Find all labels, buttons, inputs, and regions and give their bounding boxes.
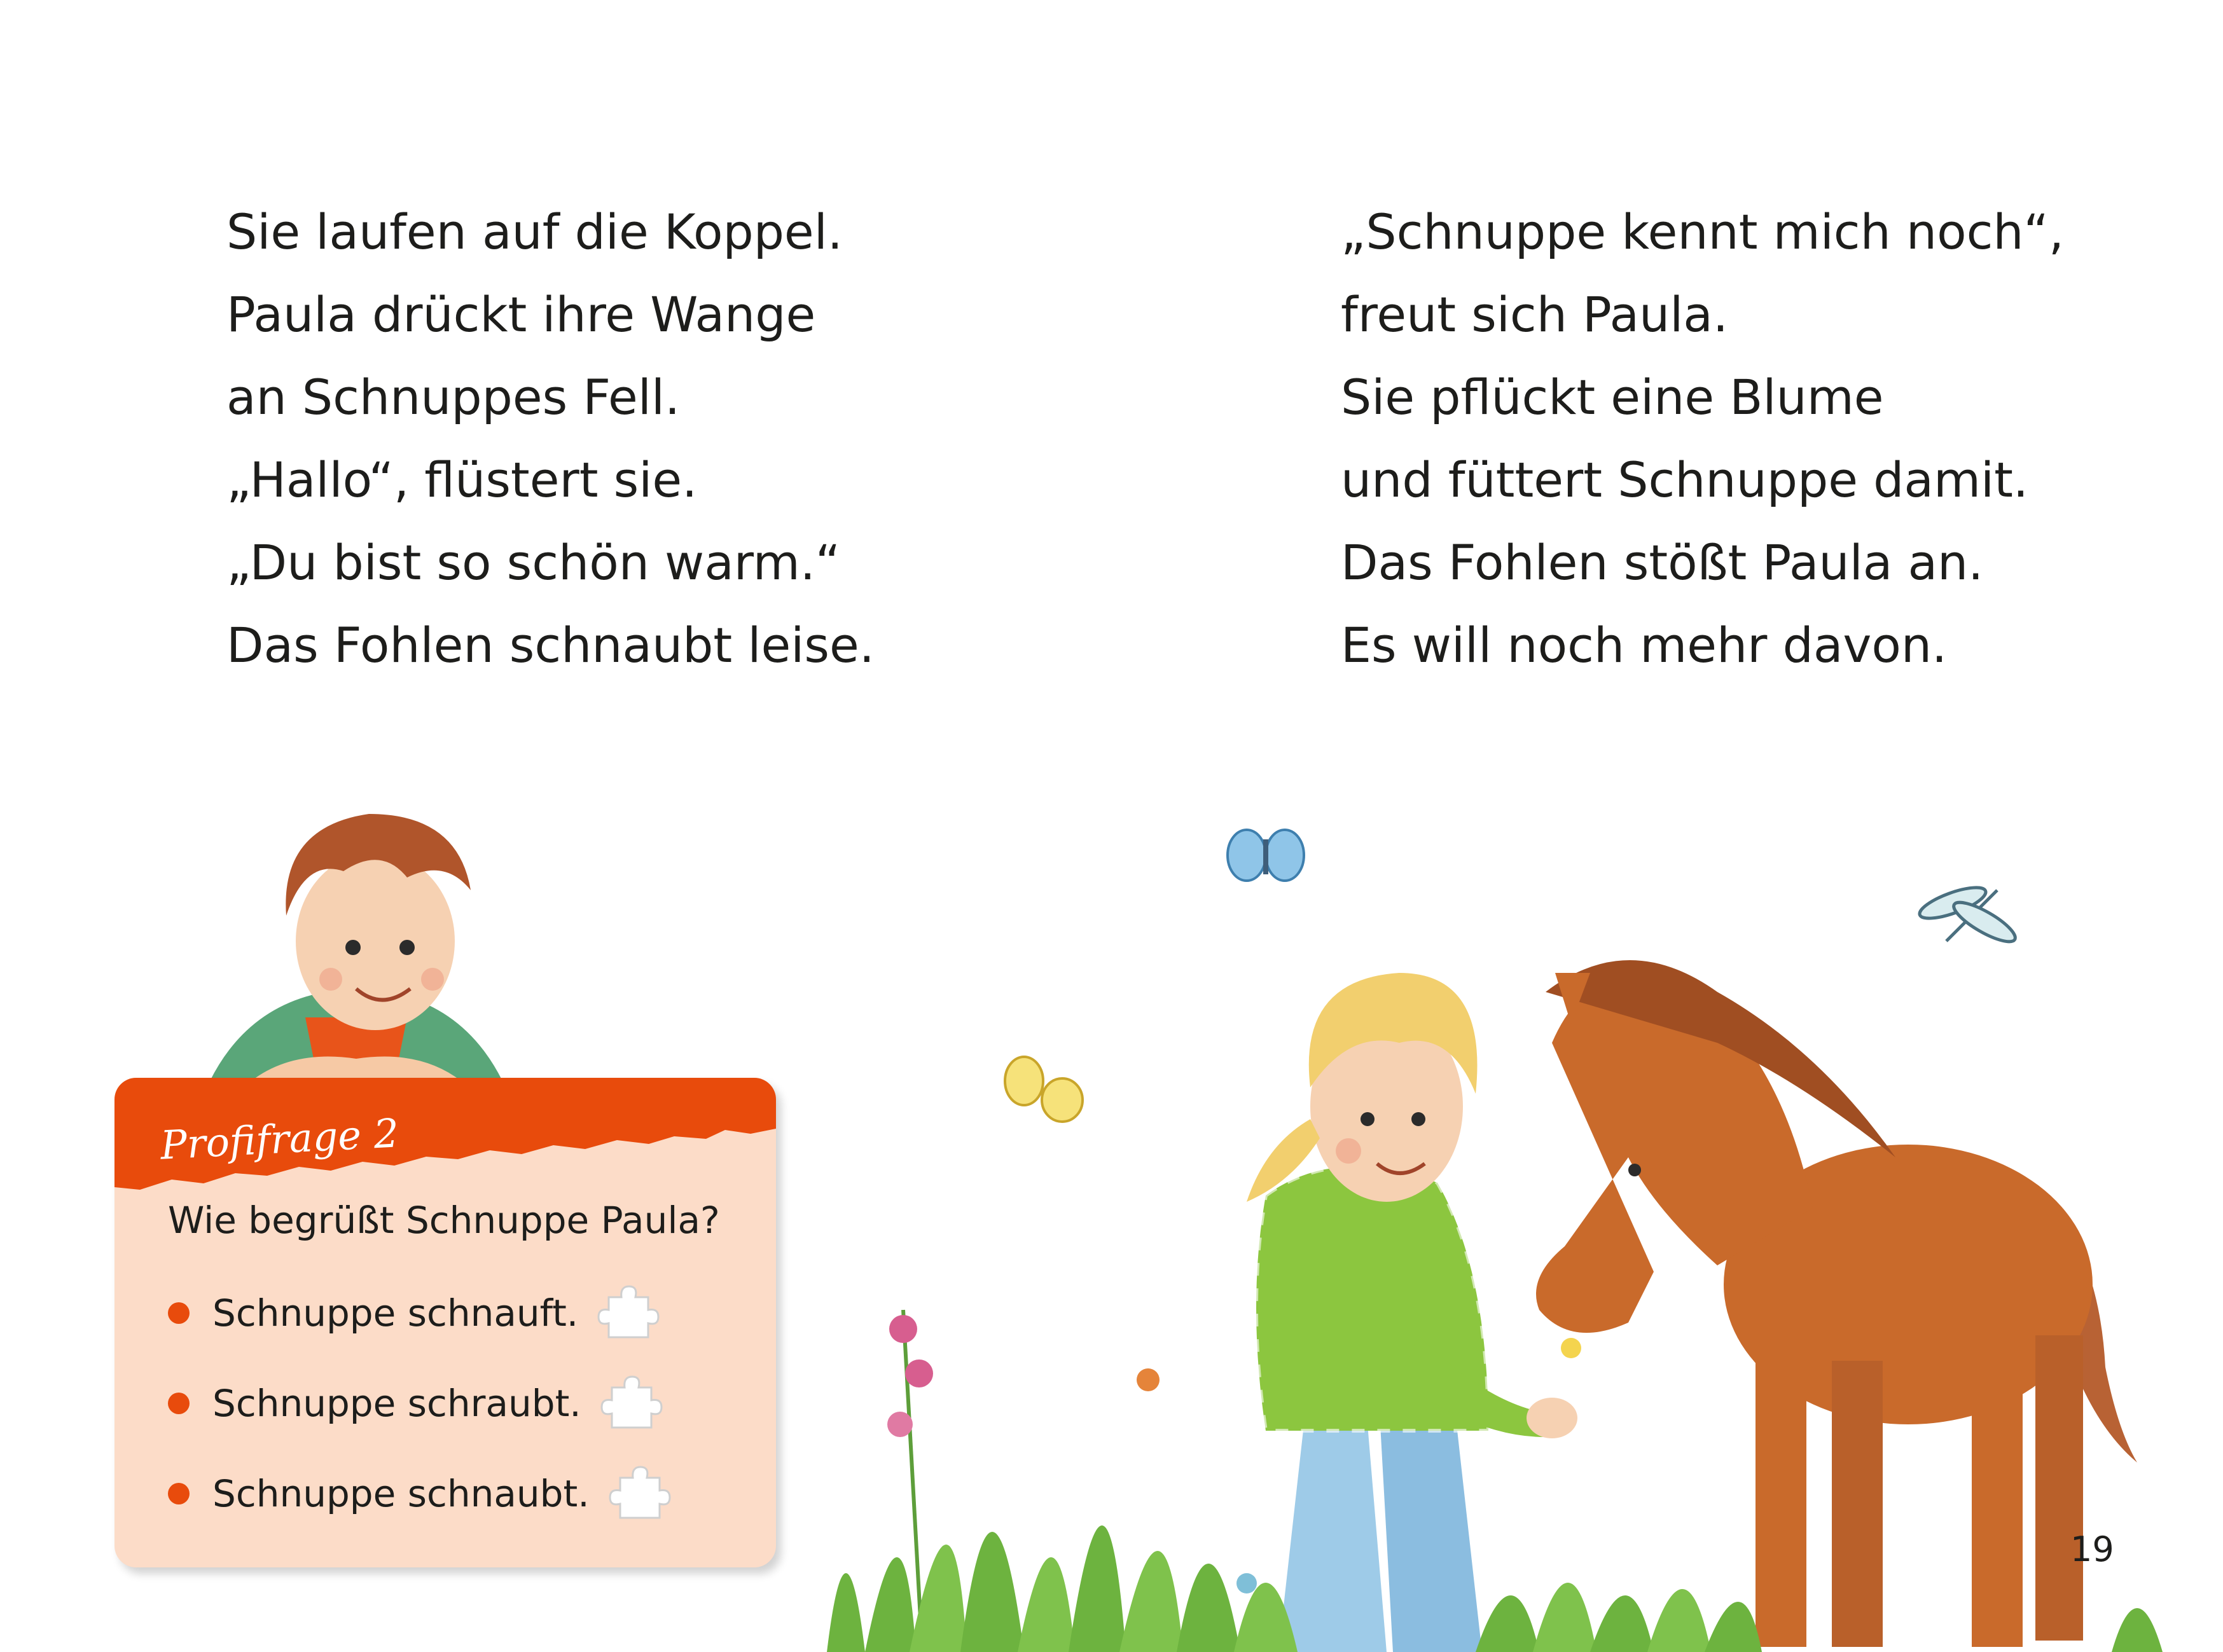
bullet-icon	[168, 1302, 190, 1324]
dragonfly-icon	[1916, 881, 2020, 948]
option-label: Schnuppe schnaubt.	[212, 1472, 590, 1515]
story-line: „Hallo“, flüstert sie.	[226, 451, 698, 508]
girl-paula	[1247, 973, 1577, 1652]
story-line: „Schnuppe kennt mich noch“,	[1341, 203, 2065, 260]
puzzle-piece-icon	[607, 1462, 671, 1525]
page-number: 19	[2070, 1529, 2114, 1569]
quiz-title: Profifrage 2	[159, 1110, 400, 1169]
story-line: Paula drückt ihre Wange	[226, 286, 816, 343]
story-line: Sie pflückt eine Blume	[1341, 369, 1884, 425]
quiz-option-3[interactable]	[168, 1462, 671, 1525]
story-line: Das Fohlen schnaubt leise.	[226, 617, 875, 673]
story-column-left	[226, 191, 875, 687]
puzzle-piece-icon	[599, 1372, 663, 1435]
story-line: Das Fohlen stößt Paula an.	[1341, 534, 1984, 591]
quiz-option-1[interactable]	[168, 1281, 660, 1345]
bullet-icon	[168, 1393, 190, 1414]
story-line: an Schnuppes Fell.	[226, 369, 681, 425]
story-line: Es will noch mehr davon.	[1341, 617, 1948, 673]
butterfly-yellow-icon	[1005, 1057, 1083, 1122]
bullet-icon	[168, 1483, 190, 1504]
story-column-right	[1341, 191, 2064, 687]
story-line: „Du bist so schön warm.“	[226, 534, 841, 591]
option-label: Schnuppe schraubt.	[212, 1382, 581, 1425]
story-line: Sie laufen auf die Koppel.	[226, 203, 843, 260]
grass	[827, 1525, 2163, 1652]
quiz-question: Wie begrüßt Schnuppe Paula?	[168, 1199, 720, 1242]
story-line: freut sich Paula.	[1341, 286, 1729, 343]
boy-character	[210, 814, 502, 1081]
foal-horse	[1536, 960, 2137, 1647]
quiz-option-2[interactable]	[168, 1372, 663, 1435]
puzzle-piece-icon	[596, 1281, 660, 1345]
story-line: und füttert Schnuppe damit.	[1341, 451, 2029, 508]
option-label: Schnuppe schnauft.	[212, 1291, 579, 1335]
butterfly-blue-icon	[1228, 830, 1304, 881]
quiz-card	[114, 1078, 776, 1567]
